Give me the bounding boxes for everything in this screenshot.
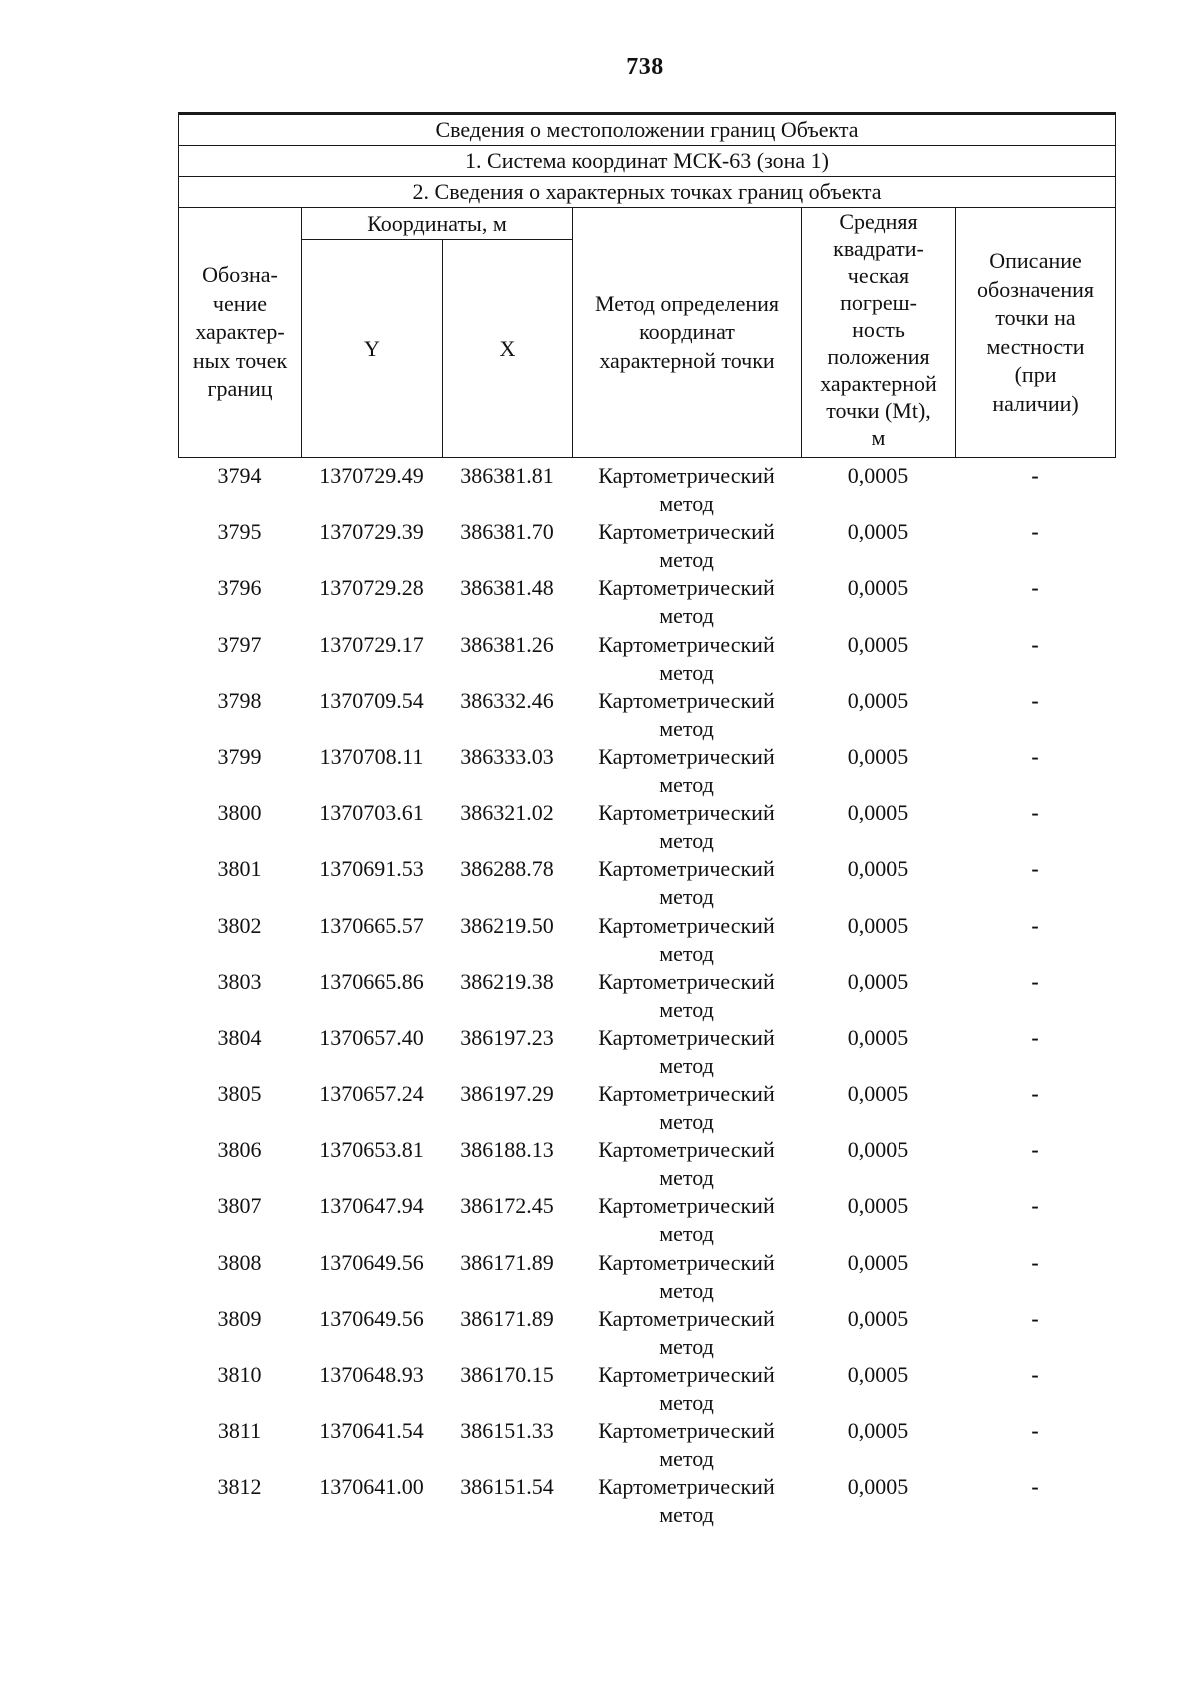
column-header-description: Описание обозначения точки на местности (при наличии) xyxy=(956,208,1116,458)
point-description: - xyxy=(1031,856,1039,882)
table-row xyxy=(178,1024,1115,1080)
method: Картометрический метод xyxy=(598,856,775,910)
point-id: 3810 xyxy=(217,1362,262,1387)
mean-square-error: 0,0005 xyxy=(847,1362,909,1387)
point-description: - xyxy=(1031,912,1039,938)
point-id: 3802 xyxy=(217,912,262,938)
table-row xyxy=(178,799,1115,855)
coordinate-x: 386197.29 xyxy=(460,1081,554,1107)
table-title: Сведения о местоположении границ Объекта xyxy=(179,114,1116,146)
point-id: 3812 xyxy=(217,1474,262,1500)
method: Картометрический метод xyxy=(598,743,775,797)
mean-square-error: 0,0005 xyxy=(847,1081,909,1107)
point-description: - xyxy=(1031,1362,1039,1387)
table-row xyxy=(178,1305,1115,1361)
coordinate-x: 386381.26 xyxy=(460,631,554,657)
mean-square-error: 0,0005 xyxy=(847,575,909,601)
mean-square-error: 0,0005 xyxy=(847,1249,909,1275)
point-description: - xyxy=(1031,743,1039,769)
coordinate-x: 386333.03 xyxy=(460,743,554,769)
point-description: - xyxy=(1031,1024,1039,1050)
coordinate-y: 1370729.39 xyxy=(319,519,424,545)
table-row xyxy=(178,518,1115,574)
point-description: - xyxy=(1031,631,1039,657)
coordinate-y: 1370729.17 xyxy=(319,631,424,657)
page-number: 738 xyxy=(626,54,664,80)
mean-square-error: 0,0005 xyxy=(847,1418,909,1444)
coordinate-x: 386288.78 xyxy=(460,856,554,882)
point-id: 3806 xyxy=(217,1137,262,1163)
method: Картометрический метод xyxy=(598,1024,775,1078)
coordinate-y: 1370649.56 xyxy=(319,1249,424,1275)
method: Картометрический метод xyxy=(598,1081,775,1135)
coordinate-y: 1370709.54 xyxy=(319,687,424,713)
coordinate-x: 386170.15 xyxy=(460,1362,554,1387)
coordinate-x: 386172.45 xyxy=(460,1193,554,1219)
point-description: - xyxy=(1031,1081,1039,1107)
coordinate-y: 1370657.24 xyxy=(319,1081,424,1107)
coordinate-system-title: 1. Система координат МСК-63 (зона 1) xyxy=(179,146,1116,177)
table-row xyxy=(178,574,1115,630)
coordinate-y: 1370641.54 xyxy=(319,1418,424,1444)
point-description: - xyxy=(1031,687,1039,713)
point-description: - xyxy=(1031,1249,1039,1275)
point-id: 3803 xyxy=(217,968,262,994)
point-id: 3798 xyxy=(217,687,262,713)
coordinate-y: 1370665.86 xyxy=(319,968,424,994)
point-description: - xyxy=(1031,800,1039,826)
table-row xyxy=(178,1473,1115,1529)
point-id: 3801 xyxy=(217,856,262,882)
coordinate-y: 1370729.49 xyxy=(319,463,424,488)
table-row xyxy=(178,687,1115,743)
method: Картометрический метод xyxy=(598,687,775,741)
method: Картометрический метод xyxy=(598,968,775,1022)
method: Картометрический метод xyxy=(598,1362,775,1415)
coordinate-x: 386219.38 xyxy=(460,968,554,994)
coordinate-y: 1370691.53 xyxy=(319,856,424,882)
table-row xyxy=(178,462,1115,518)
point-description: - xyxy=(1031,463,1039,488)
coordinate-x: 386171.89 xyxy=(460,1305,554,1331)
mean-square-error: 0,0005 xyxy=(847,1024,909,1050)
coordinate-x: 386197.23 xyxy=(460,1024,554,1050)
coordinate-x: 386188.13 xyxy=(460,1137,554,1163)
coordinate-x: 386381.48 xyxy=(460,575,554,601)
point-id: 3805 xyxy=(217,1081,262,1107)
mean-square-error: 0,0005 xyxy=(847,743,909,769)
coordinate-y: 1370641.00 xyxy=(319,1474,424,1500)
point-id: 3807 xyxy=(217,1193,262,1219)
point-description: - xyxy=(1031,575,1039,601)
table-row xyxy=(178,968,1115,1024)
coordinate-y: 1370649.56 xyxy=(319,1305,424,1331)
mean-square-error: 0,0005 xyxy=(847,1305,909,1331)
coordinate-y: 1370665.57 xyxy=(319,912,424,938)
column-header-designation: Обозна- чение характер- ных точек границ xyxy=(179,208,302,458)
table-row xyxy=(178,855,1115,911)
table-row xyxy=(178,1361,1115,1417)
coordinate-x: 386332.46 xyxy=(460,687,554,713)
coordinate-y: 1370657.40 xyxy=(319,1024,424,1050)
point-id: 3809 xyxy=(217,1305,262,1331)
mean-square-error: 0,0005 xyxy=(847,800,909,826)
coordinate-x: 386321.02 xyxy=(460,800,554,826)
coordinate-y: 1370708.11 xyxy=(319,743,424,769)
table-row xyxy=(178,912,1115,968)
table-row xyxy=(178,743,1115,799)
method: Картометрический метод xyxy=(598,519,775,573)
boundary-points-table-body xyxy=(178,462,1115,1530)
coordinate-y: 1370703.61 xyxy=(319,800,424,826)
coordinate-y: 1370648.93 xyxy=(319,1362,424,1387)
method: Картометрический метод xyxy=(598,463,775,516)
mean-square-error: 0,0005 xyxy=(847,631,909,657)
point-description: - xyxy=(1031,1137,1039,1163)
mean-square-error: 0,0005 xyxy=(847,1474,909,1500)
table-row xyxy=(178,1080,1115,1136)
method: Картометрический метод xyxy=(598,912,775,966)
method: Картометрический метод xyxy=(598,575,775,629)
method: Картометрический метод xyxy=(598,800,775,854)
coordinate-x: 386219.50 xyxy=(460,912,554,938)
method: Картометрический метод xyxy=(598,1305,775,1359)
coordinate-y: 1370647.94 xyxy=(319,1193,424,1219)
coordinate-x: 386151.33 xyxy=(460,1418,554,1444)
table-row xyxy=(178,1417,1115,1473)
method: Картометрический метод xyxy=(598,1137,775,1191)
method: Картометрический метод xyxy=(598,1249,775,1303)
point-description: - xyxy=(1031,1474,1039,1500)
method: Картометрический метод xyxy=(598,1193,775,1247)
coordinate-y: 1370729.28 xyxy=(319,575,424,601)
point-id: 3799 xyxy=(217,743,262,769)
column-header-error: Средняя квадрати- ческая погреш- ность положения характерной точки (Mt), м xyxy=(802,208,956,458)
point-id: 3797 xyxy=(217,631,262,657)
mean-square-error: 0,0005 xyxy=(847,1137,909,1163)
point-id: 3811 xyxy=(217,1418,262,1444)
mean-square-error: 0,0005 xyxy=(847,912,909,938)
mean-square-error: 0,0005 xyxy=(847,1193,909,1219)
point-description: - xyxy=(1031,1193,1039,1219)
point-description: - xyxy=(1031,519,1039,545)
table-row xyxy=(178,1192,1115,1248)
table-row xyxy=(178,631,1115,687)
point-id: 3808 xyxy=(217,1249,262,1275)
table-row xyxy=(178,1136,1115,1192)
coordinate-x: 386381.81 xyxy=(460,463,554,488)
boundary-points-table-header xyxy=(178,112,1116,458)
mean-square-error: 0,0005 xyxy=(847,519,909,545)
point-description: - xyxy=(1031,1305,1039,1331)
point-id: 3804 xyxy=(217,1024,262,1050)
method: Картометрический метод xyxy=(598,631,775,685)
point-id: 3800 xyxy=(217,800,262,826)
point-id: 3796 xyxy=(217,575,262,601)
mean-square-error: 0,0005 xyxy=(847,687,909,713)
point-description: - xyxy=(1031,1418,1039,1444)
method: Картометрический метод xyxy=(598,1474,775,1528)
mean-square-error: 0,0005 xyxy=(847,968,909,994)
method: Картометрический метод xyxy=(598,1418,775,1472)
coordinate-y: 1370653.81 xyxy=(319,1137,424,1163)
column-header-method: Метод определения координат характерной точки xyxy=(573,208,802,458)
column-header-coordinates: Координаты, м xyxy=(302,208,573,240)
mean-square-error: 0,0005 xyxy=(847,463,909,488)
table-row xyxy=(178,1249,1115,1305)
column-header-y: Y xyxy=(302,240,443,458)
mean-square-error: 0,0005 xyxy=(847,856,909,882)
point-id: 3795 xyxy=(217,519,262,545)
coordinate-x: 386171.89 xyxy=(460,1249,554,1275)
coordinate-x: 386151.54 xyxy=(460,1474,554,1500)
column-header-x: X xyxy=(443,240,573,458)
coordinate-x: 386381.70 xyxy=(460,519,554,545)
point-description: - xyxy=(1031,968,1039,994)
section-title: 2. Сведения о характерных точках границ объекта xyxy=(179,177,1116,208)
point-id: 3794 xyxy=(217,463,262,488)
